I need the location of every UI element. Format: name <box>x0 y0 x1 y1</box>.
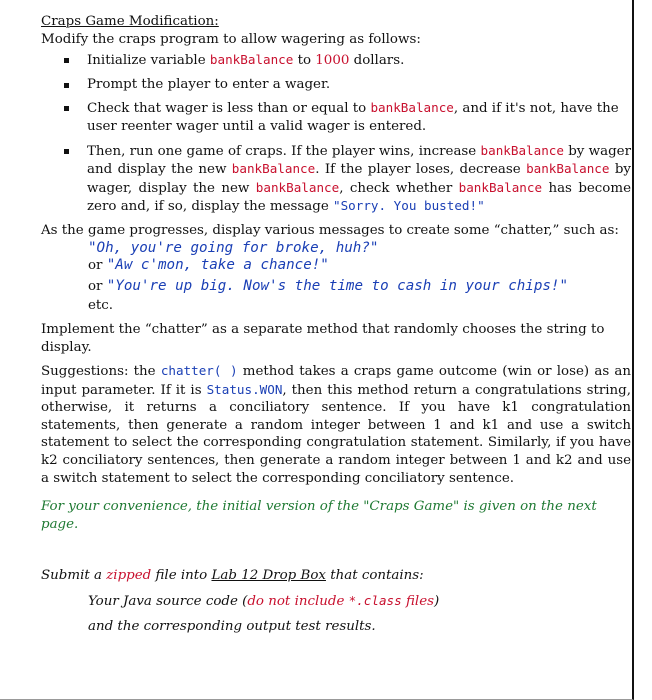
code-bankbalance: bankBalance <box>255 179 340 195</box>
code-bankbalance: bankBalance <box>458 179 543 195</box>
page-title: Craps Game Modification: <box>41 14 219 29</box>
list-item: Prompt the player to enter a wager. <box>41 76 631 94</box>
code-bankbalance: bankBalance <box>526 161 610 177</box>
convenience-note: For your convenience, the initial version of the "Craps Game" is given on the next page. <box>41 499 597 532</box>
chatter-line: "Oh, you're going for broke, huh?" <box>88 239 379 256</box>
code-bankbalance: bankBalance <box>370 100 454 116</box>
suggestions-text: Suggestions: the chatter( ) method takes a craps game outcome (win or lose) as an input parameter. If it is Status.WON, then this method return a congratulations string, otherwise, it returns a conciliatory sentence. If you have k1 congratulation statements, then generate a random integer between 1 and k1 and use a switch statement to select the corresponding congratulation statement. Similarly, if you have k2 conciliatory sentences, then generate a random integer between 1 and k2 and use a switch statement to select the corresponding conciliatory sentence. <box>41 363 631 486</box>
chatter-etc: etc. <box>88 298 114 314</box>
list-item: Then, run one game of craps. If the player wins, increase bankBalance by wager and display the new bankBalance. If the player loses, decrease bankBalance by wager, display the new bankBalance, check whether bankBalance has become zero and, if so, display the message "Sorry. You busted!" <box>41 142 631 216</box>
code-bankbalance: bankBalance <box>480 142 564 158</box>
chatter-line: or "Aw c'mon, take a chance!" <box>88 257 329 274</box>
submit-list <box>41 592 631 635</box>
list-item: Check that wager is less than or equal to bankBalance, and if it's not, have the user reenter wager until a valid wager is entered. <box>41 99 631 135</box>
code-bankbalance: bankBalance <box>209 52 294 68</box>
chatter-line: or "You're up big. Now's the time to cash in your chips!" <box>88 277 568 294</box>
value-1000: 1000 <box>315 53 350 69</box>
chatter-intro: As the game progresses, display various messages to create some “chatter,” such as: <box>41 222 619 238</box>
requirements-list <box>41 51 631 216</box>
list-item: Initialize variable bankBalance to 1000 dollars. <box>41 51 631 70</box>
chatter-examples <box>41 240 631 315</box>
code-bankbalance: bankBalance <box>231 161 316 177</box>
intro-text: Modify the craps program to allow wagering as follows: <box>41 31 421 47</box>
busted-message: "Sorry. You busted!" <box>333 198 485 214</box>
submit-line: Your Java source code (do not include *.class files) <box>88 593 440 610</box>
submit-line: and the corresponding output test results. <box>88 618 376 634</box>
submit-instructions: Submit a zipped file into Lab 12 Drop Box that contains: <box>41 568 424 584</box>
drop-box-link[interactable]: Lab 12 Drop Box <box>211 568 326 584</box>
document-content <box>41 13 631 635</box>
zipped-word: zipped <box>106 568 152 584</box>
code-status-won: Status.WON <box>206 381 283 397</box>
code-chatter-method: chatter( ) <box>160 363 238 379</box>
implement-text: Implement the “chatter” as a separate method that randomly chooses the string to display. <box>41 321 605 355</box>
